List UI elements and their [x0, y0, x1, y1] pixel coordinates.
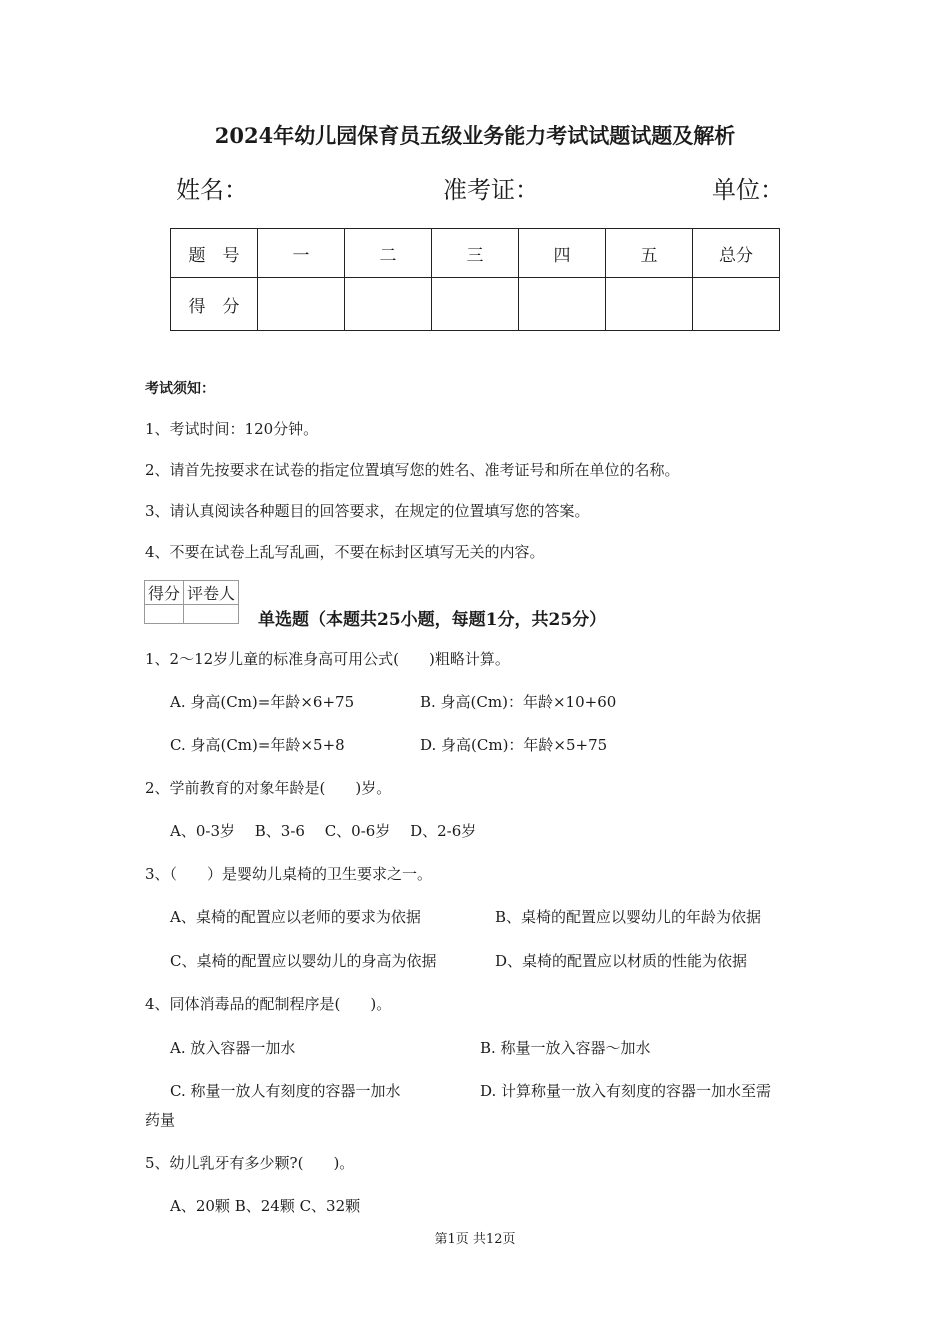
grader-reviewer-label: 评卷人: [184, 581, 239, 605]
score-header-label: 题 号: [171, 229, 258, 278]
unit-field-label: 单位：: [712, 176, 784, 204]
score-cell-total: [693, 278, 780, 331]
section-title: 单选题（本题共25小题，每题1分，共25分）: [258, 610, 607, 630]
question-1-option-b: B. 身高(Cm)：年龄×10+60: [420, 693, 617, 711]
question-5-options: A、20颗 B、24颗 C、32颗: [170, 1197, 361, 1215]
notice-item: 2、请首先按要求在试卷的指定位置填写您的姓名、准考证号和所在单位的名称。: [145, 461, 680, 479]
score-cell-4: [519, 278, 606, 331]
score-header-1: 一: [258, 229, 345, 278]
score-header-2: 二: [345, 229, 432, 278]
page-footer: 第1页 共12页: [434, 1232, 516, 1247]
name-field-label: 姓名：: [176, 176, 248, 204]
question-4-option-a: A. 放入容器一加水: [170, 1039, 296, 1057]
score-cell-3: [432, 278, 519, 331]
score-header-total: 总分: [693, 229, 780, 278]
score-cell-2: [345, 278, 432, 331]
exam-id-field-label: 准考证：: [443, 176, 539, 204]
question-4-option-b: B. 称量一放入容器～加水: [480, 1039, 651, 1057]
question-3-option-c: C、桌椅的配置应以婴幼儿的身高为依据: [170, 952, 437, 970]
grader-box: [144, 580, 239, 624]
grader-score-label: 得分: [145, 581, 184, 605]
question-3-option-d: D、桌椅的配置应以材质的性能为依据: [495, 952, 748, 970]
question-3-option-b: B、桌椅的配置应以婴幼儿的年龄为依据: [495, 908, 762, 926]
notice-heading: 考试须知：: [145, 381, 215, 397]
notice-item: 3、请认真阅读各种题目的回答要求，在规定的位置填写您的答案。: [145, 502, 590, 520]
score-table-score-row: [171, 278, 780, 331]
question-1-option-a: A. 身高(Cm)=年龄×6+75: [170, 693, 355, 711]
question-5-stem: 5、幼儿乳牙有多少颗?( )。: [145, 1154, 355, 1172]
question-1-stem: 1、2～12岁儿童的标准身高可用公式( )粗略计算。: [145, 650, 510, 668]
question-3-stem: 3、（ ）是婴幼儿桌椅的卫生要求之一。: [145, 865, 433, 883]
question-3-option-a: A、桌椅的配置应以老师的要求为依据: [170, 908, 421, 926]
score-header-4: 四: [519, 229, 606, 278]
question-4-option-c: C. 称量一放人有刻度的容器一加水: [170, 1082, 401, 1100]
question-2-options: A、0-3岁 B、3-6 C、0-6岁 D、2-6岁: [170, 822, 477, 840]
grader-score-cell: [145, 605, 184, 624]
notice-item: 1、考试时间：120分钟。: [145, 420, 319, 438]
question-4-stem: 4、同体消毒品的配制程序是( )。: [145, 995, 392, 1013]
question-2-stem: 2、学前教育的对象年龄是( )岁。: [145, 779, 392, 797]
grader-reviewer-cell: [184, 605, 239, 624]
score-row-label: 得 分: [171, 278, 258, 331]
score-cell-5: [606, 278, 693, 331]
score-header-3: 三: [432, 229, 519, 278]
question-1-option-d: D. 身高(Cm)：年龄×5+75: [420, 736, 608, 754]
question-1-option-c: C. 身高(Cm)=年龄×5+8: [170, 736, 345, 754]
notice-item: 4、不要在试卷上乱写乱画，不要在标封区填写无关的内容。: [145, 543, 545, 561]
score-header-5: 五: [606, 229, 693, 278]
score-table-header-row: [171, 229, 780, 278]
score-table: [170, 228, 780, 331]
question-4-option-d: D. 计算称量一放入有刻度的容器一加水至需: [480, 1082, 772, 1100]
page-title: 2024年幼儿园保育员五级业务能力考试试题试题及解析: [214, 123, 736, 148]
question-4-option-d-continued: 药量: [145, 1111, 176, 1129]
score-cell-1: [258, 278, 345, 331]
